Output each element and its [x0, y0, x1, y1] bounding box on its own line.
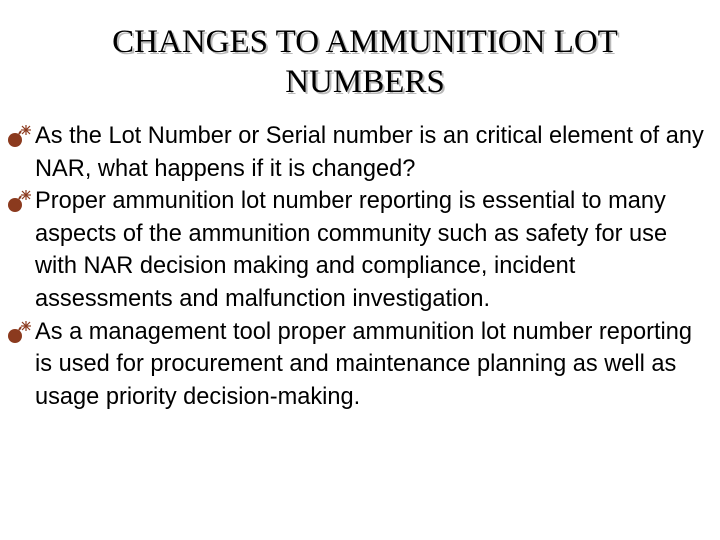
bullet-text: As a management tool proper ammunition lot number reporting is used for procurement and maintenance planning as well as usage priority decision-making.	[35, 318, 693, 410]
bomb-icon	[6, 124, 34, 150]
bullet-text: As the Lot Number or Serial number is an critical element of any NAR, what happens if it is changed?	[35, 123, 704, 182]
bullet-text: Proper ammunition lot number reporting is essential to many aspects of the ammunition community such as safety for use with NAR decision making and compliance, incident assessments and malfunction investigation.	[35, 188, 668, 312]
bomb-icon	[6, 320, 34, 346]
bomb-icon	[6, 189, 34, 215]
bullet-item	[6, 316, 706, 414]
bullet-item	[6, 185, 706, 315]
bullet-item	[6, 120, 706, 185]
slide-title: CHANGES TO AMMUNITION LOT NUMBERS	[112, 24, 618, 100]
bullet-list	[6, 120, 706, 413]
